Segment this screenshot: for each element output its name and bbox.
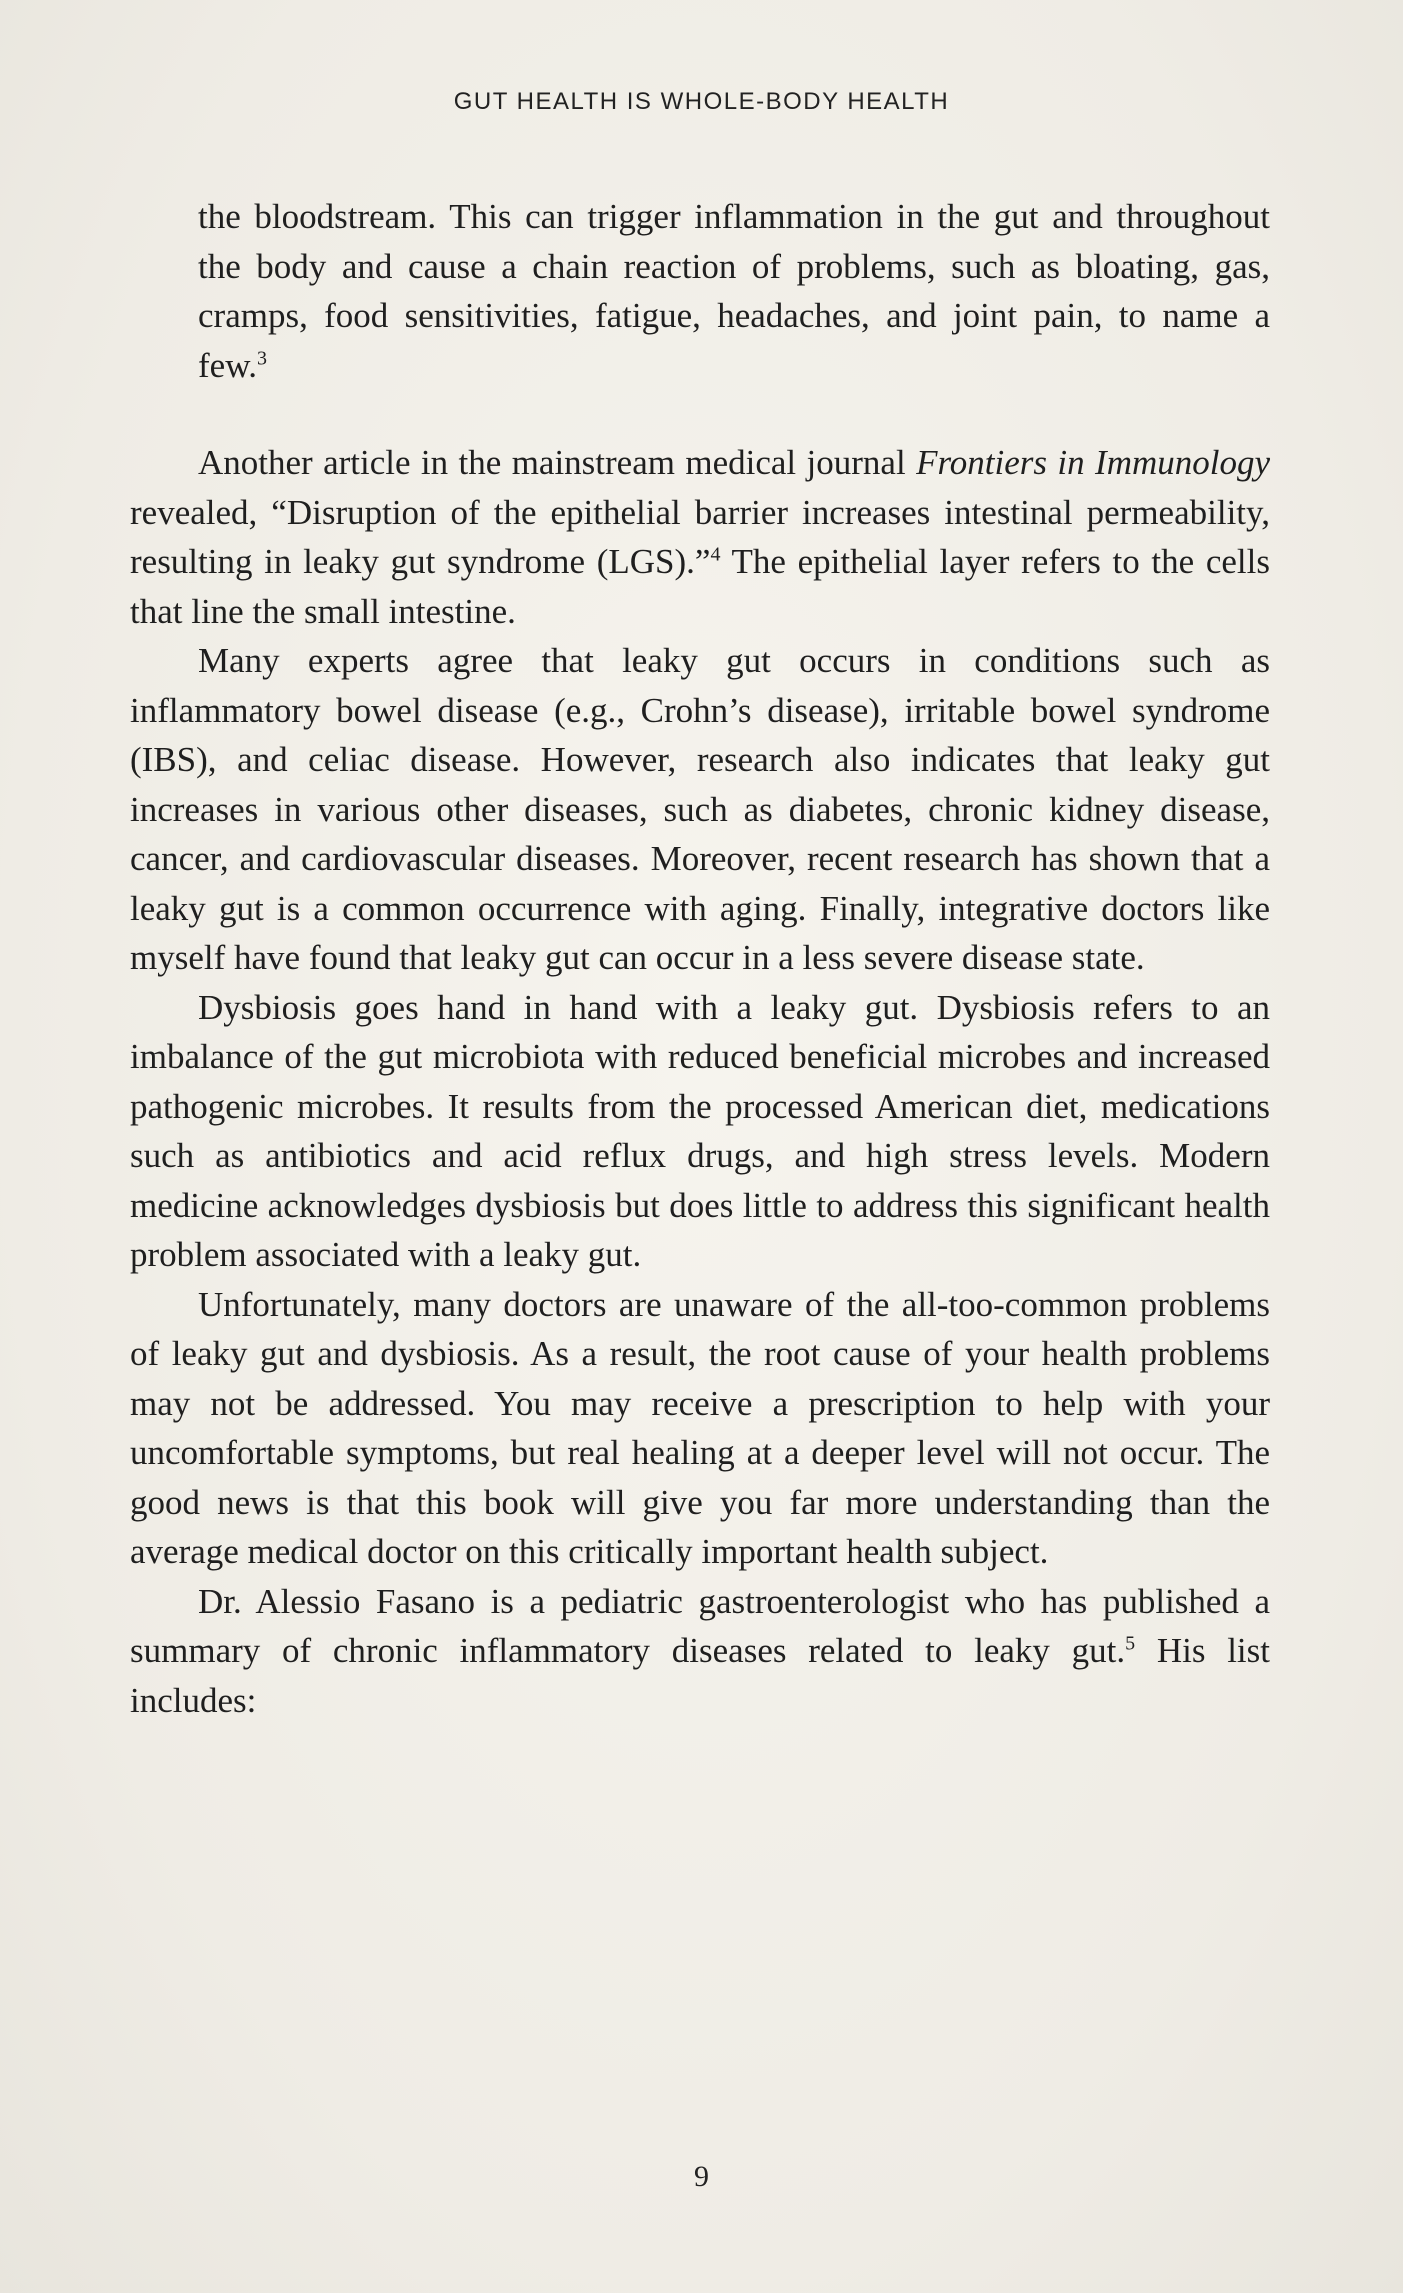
body-text — [130, 192, 1270, 1725]
page-number: 9 — [694, 2160, 709, 2193]
footnote-marker: 4 — [710, 543, 721, 566]
paragraph-6: Dr. Alessio Fasano is a pediatric gastroenterologist who has published a summary of chronic inflammatory diseases related to leaky gut.$^5$ His list includes: — [130, 1581, 1270, 1720]
paragraph-4: Dysbiosis goes hand in hand with a leaky gut. Dysbiosis refers to an imbalance of the gut microbiota with reduced beneficial microbes and increased pathogenic microbes. It results from the processed American diet, medications such as antibiotics and acid reflux drugs, and high stress levels. Modern medicine acknowledges dysbiosis but does little to address this significant health problem associated with a leaky gut. — [130, 987, 1270, 1274]
footnote-marker: 5 — [1125, 1632, 1136, 1655]
paragraph-5: Unfortunately, many doctors are unaware of the all-too-common problems of leaky gut and dysbiosis. As a result, the root cause of your health problems may not be addressed. You may receive a prescription to help with your uncomfortable symptoms, but real healing at a deeper level will not occur. The good news is that this book will give you far more understanding than the average medical doctor on this critically important health subject. — [130, 1284, 1270, 1571]
paragraph-3: Many experts agree that leaky gut occurs in conditions such as inflammatory bowel disease (e.g., Crohn’s disease), irritable bowel syndrome (IBS), and celiac disease. However, research also indicates that leaky gut increases in various other diseases, such as diabetes, chronic kidney disease, cancer, and cardiovascular diseases. Moreover, recent research has shown that a leaky gut is a common occurrence with aging. Finally, integrative doctors like myself have found that leaky gut can occur in a less severe disease state. — [130, 641, 1270, 977]
running-head: GUT HEALTH IS WHOLE-BODY HEALTH — [453, 88, 950, 115]
paragraph-1: the bloodstream. This can trigger inflammation in the gut and throughout the body and cause a chain reaction of problems, such as bloating, gas, cramps, food sensitivities, fatigue, headaches, and joint pain, to name a few.$^3$ — [198, 197, 1270, 385]
journal-title: Frontiers in Immunology — [916, 443, 1271, 482]
footnote-marker: 3 — [256, 346, 267, 369]
paragraph-2: Another article in the mainstream medical journal Frontiers in Immunology revealed, “Disruption of the epithelial barrier increases intestinal permeability, resulting in leaky gut syndrome (LGS).”$^4$ The epithelial layer refers to the cells that line the small intestine. — [130, 443, 1271, 631]
